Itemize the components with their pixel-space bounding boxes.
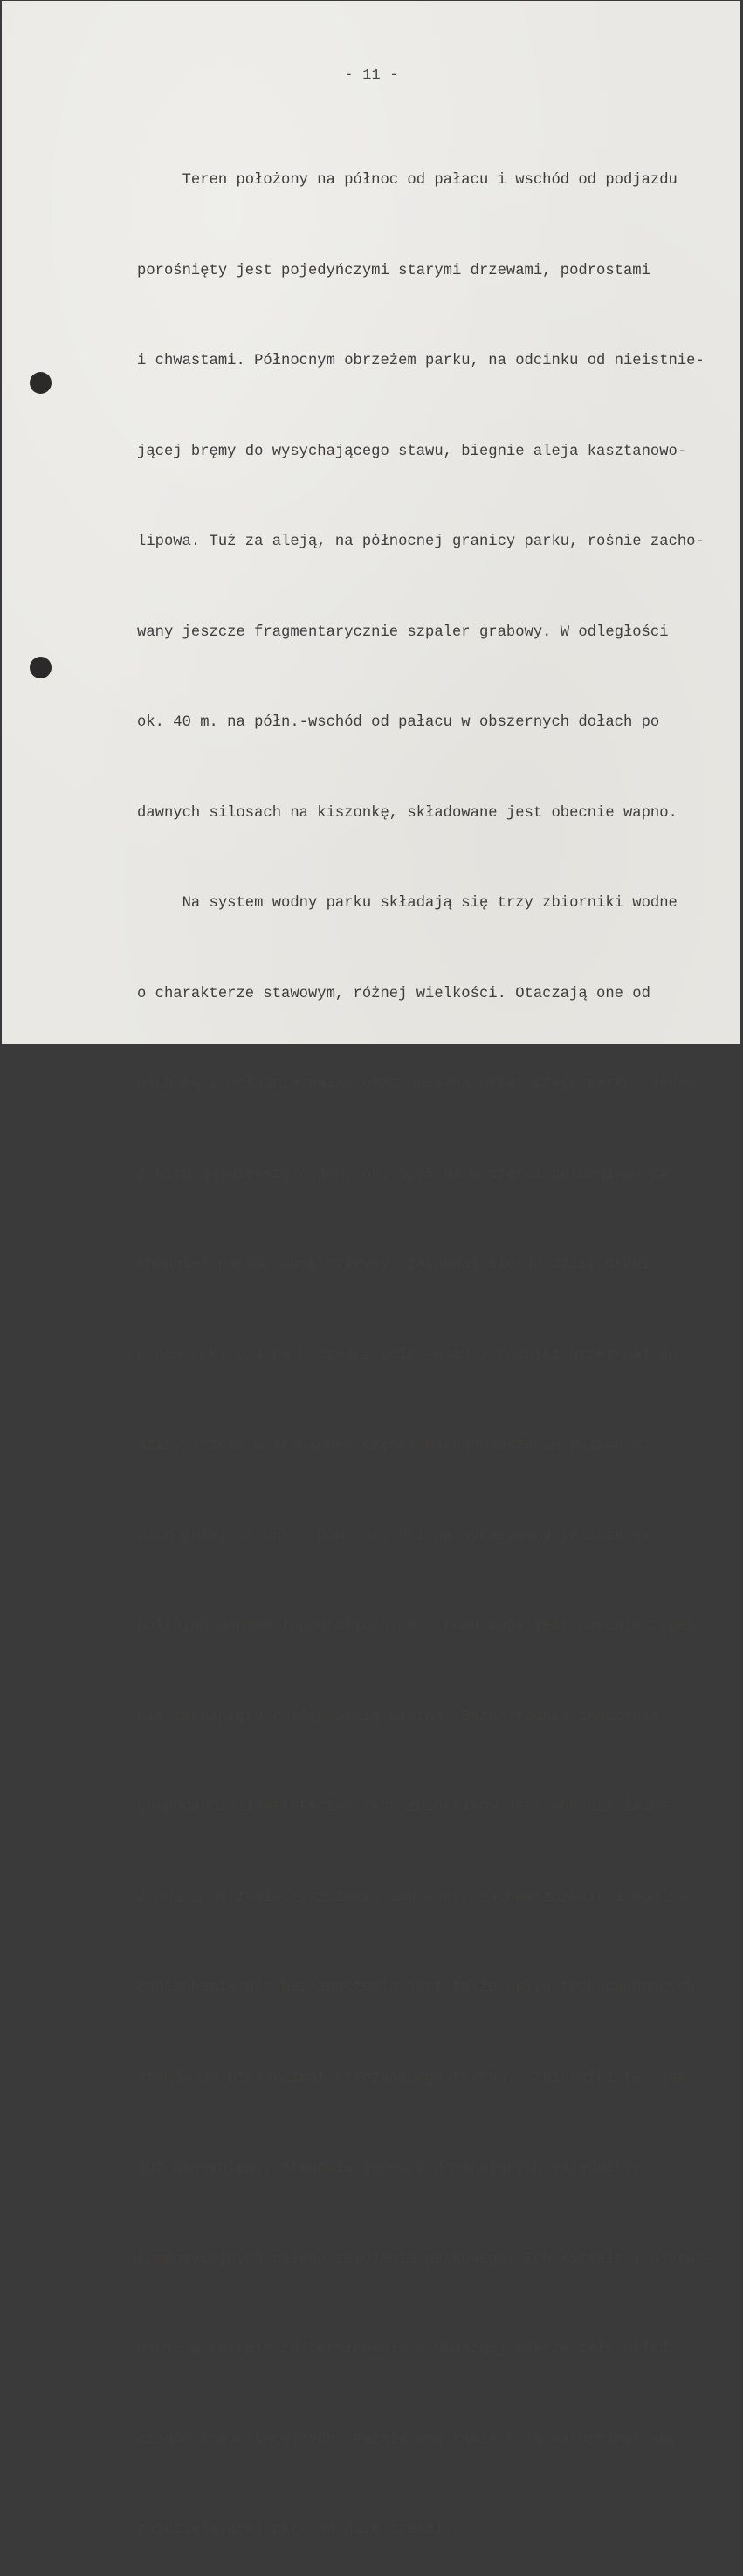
- text-line: wanie w terenie zdeterminowały w poważnej mierze cały układ: [137, 2341, 669, 2358]
- text-line: nie zarośnięty roślinnością błotną. Bezpośrednie znaczenie: [137, 1708, 660, 1725]
- text-line: chodniej parku, obok oficyny, zachował się do dziś; drugi: [137, 1257, 650, 1273]
- text-line: dziś; trzeci w środkowej części parku naprzeciw pałacu od: [137, 1437, 650, 1454]
- text-line: ciągów komunikacyjnych. Pełnią one także rolę naturalnej ahy: [137, 2431, 678, 2449]
- text-line: stawów na mikroklimat otaczającego terenu. Zbiorniki te, jak: [137, 2070, 687, 2087]
- page-number: - 11 -: [344, 67, 399, 84]
- text-line: gospodarcze i estetyczne tych zbiorników jest obecnie żadne.: [137, 1799, 678, 1815]
- text-line: Z uwagi na zanieczyszczenie ich wody, zachwaszczenie i ogólne: [137, 1889, 687, 1906]
- text-line: rozdzielającej park na dwie części.: [137, 2522, 452, 2538]
- text-line: Na system wodny parku składają się trzy zbiorniki wodne: [137, 895, 678, 912]
- text-line: o pow. ok. 0,1 ha w części półn.-wsch., również przetrwał do: [137, 1347, 678, 1364]
- text-line: jącej bręmy do wysychającego stawu, biegnie aleja kasztanowo-: [137, 443, 687, 460]
- text-line: z nich największy o pow. ok. 0,75 ha w części południowo-za-: [137, 1166, 678, 1183]
- text-line: już wspomniano, stanowią jeden z dominujących składników: [137, 2160, 642, 2177]
- text-line: wschodu i południa pałac oraz opisaną wyżej część parku. Jeden: [137, 1076, 696, 1092]
- text-line: lipowa. Tuż za aleją, na północnej granicy parku, rośnie zacho-: [137, 534, 705, 550]
- text-line: polskich mapach topograficznych z roku 1964 jest obecnie zupeł-: [137, 1618, 705, 1635]
- text-line: o charakterze stawowym, różnej wielkości. Otaczają one od: [137, 985, 650, 1002]
- punch-hole-lower: [30, 657, 52, 678]
- text-line: wany jeszcze fragmentarycznie szpaler grabowy. W odległości: [137, 623, 669, 641]
- text-line: wschodniej strony o pow. ok. 0,1 ha wykazywany jeszcze na: [137, 1527, 650, 1545]
- text-line: kompozycyjnych całego założenia parkowego. Ich kształt i usytuo-: [137, 2250, 714, 2268]
- text-line: ok. 40 m. na półn.-wschód od pałacu w obszernych dołach po: [137, 714, 660, 731]
- text-line: zaniedbanie nie bez znaczenia jest także wpływ tych cuchnących: [137, 1980, 696, 1996]
- body-text: [137, 106, 731, 2576]
- text-line: Teren położony na północ od pałacu i wschód od podjazdu: [137, 172, 678, 189]
- text-line: i chwastami. Północnym obrzeżem parku, na odcinku od nieistnie-: [137, 353, 705, 369]
- text-line: porośnięty jest pojedyńczymi starymi drzewami, podrostami: [137, 262, 650, 279]
- punch-hole-upper: [30, 372, 52, 394]
- text-line: dawnych silosach na kiszonkę, składowane jest obecnie wapno.: [137, 804, 678, 822]
